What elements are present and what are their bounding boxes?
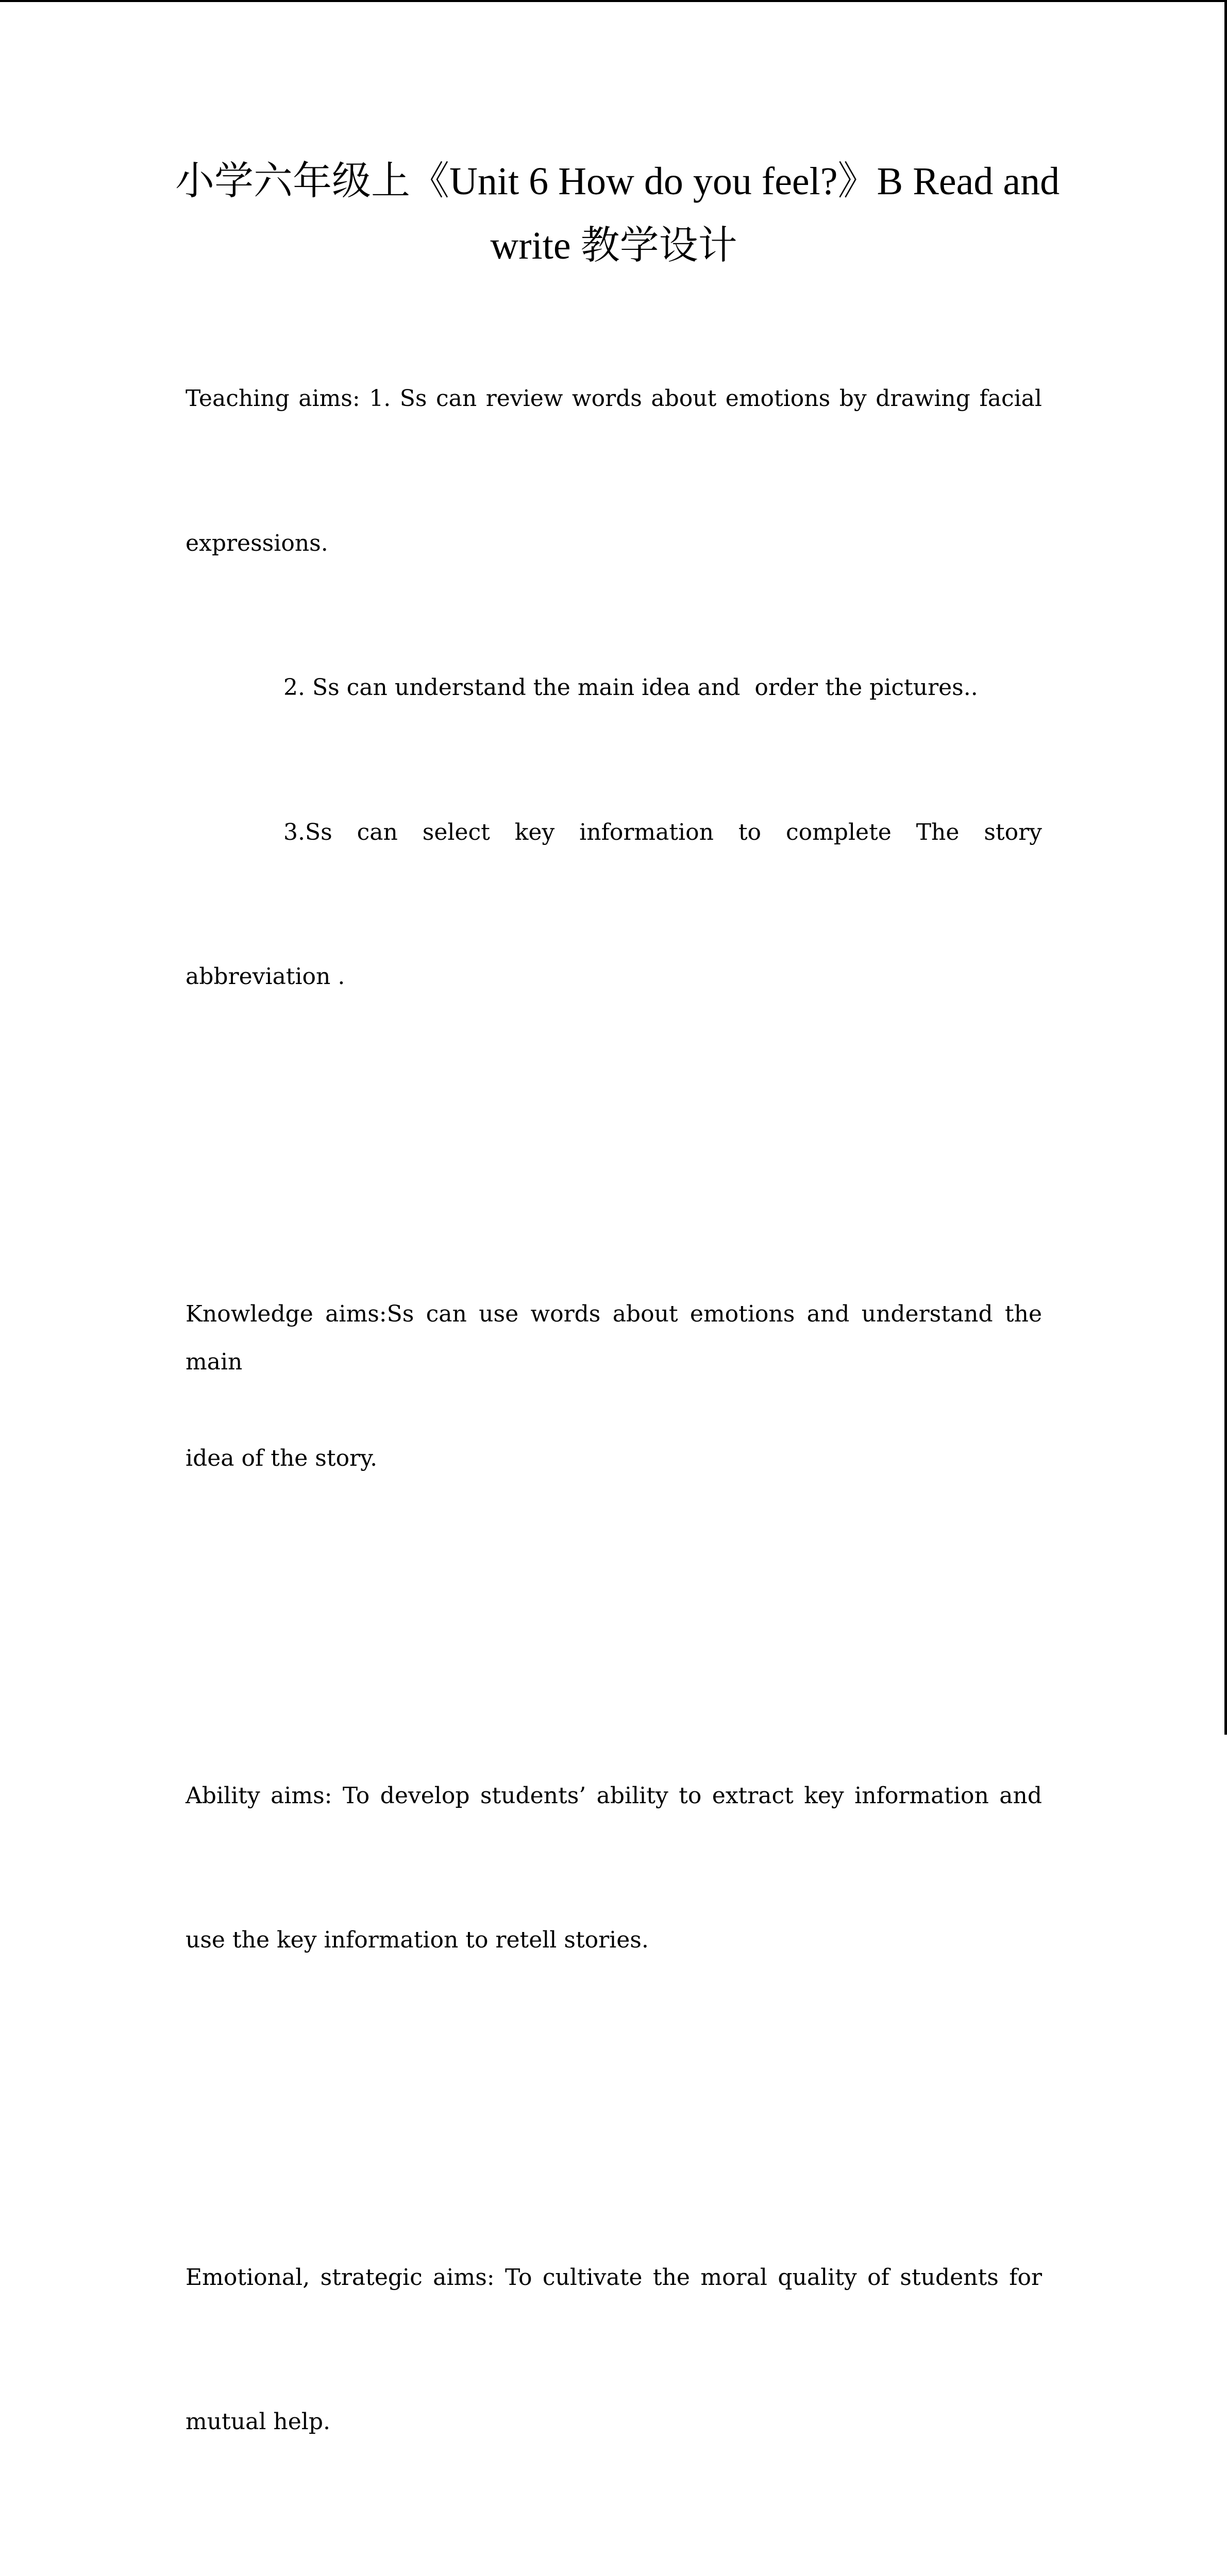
spacer <box>186 1097 1042 1146</box>
ability-aims-line-2: use the key information to retell stories. <box>186 1916 1042 1964</box>
document-title <box>175 149 1052 278</box>
title-line-2: write 教学设计 <box>175 214 1052 278</box>
page-right-border <box>1224 0 1227 1735</box>
spacer <box>186 2061 1042 2109</box>
title-line-1: 小学六年级上《Unit 6 How do you feel?》B Read and <box>175 149 1052 214</box>
page-top-border <box>0 0 1227 2</box>
emotional-aims-line-1: Emotional, strategic aims: To cultivate the moral quality of students for <box>186 2253 1042 2302</box>
document-body <box>186 278 1042 2576</box>
spacer <box>186 1579 1042 1628</box>
teaching-aim-1-line-1: Teaching aims: 1. Ss can review words about emotions by drawing facial <box>186 375 1042 423</box>
teaching-aim-1-line-2: expressions. <box>186 519 1042 568</box>
knowledge-aims-line-2: idea of the story. <box>186 1434 1042 1483</box>
emotional-aims-line-2: mutual help. <box>186 2398 1042 2446</box>
teaching-aim-2: 2. Ss can understand the main idea and order the pictures.. <box>186 664 1042 712</box>
knowledge-aims-line-1: Knowledge aims:Ss can use words about emotions and understand the main <box>186 1290 1042 1338</box>
teaching-aim-3-line-1: 3.Ss can select key information to complete The story <box>186 808 1042 857</box>
ability-aims-line-1: Ability aims: To develop students’ ability to extract key information and <box>186 1772 1042 1820</box>
spacer <box>186 2543 1042 2576</box>
teaching-aim-3-line-2: abbreviation . <box>186 953 1042 1001</box>
